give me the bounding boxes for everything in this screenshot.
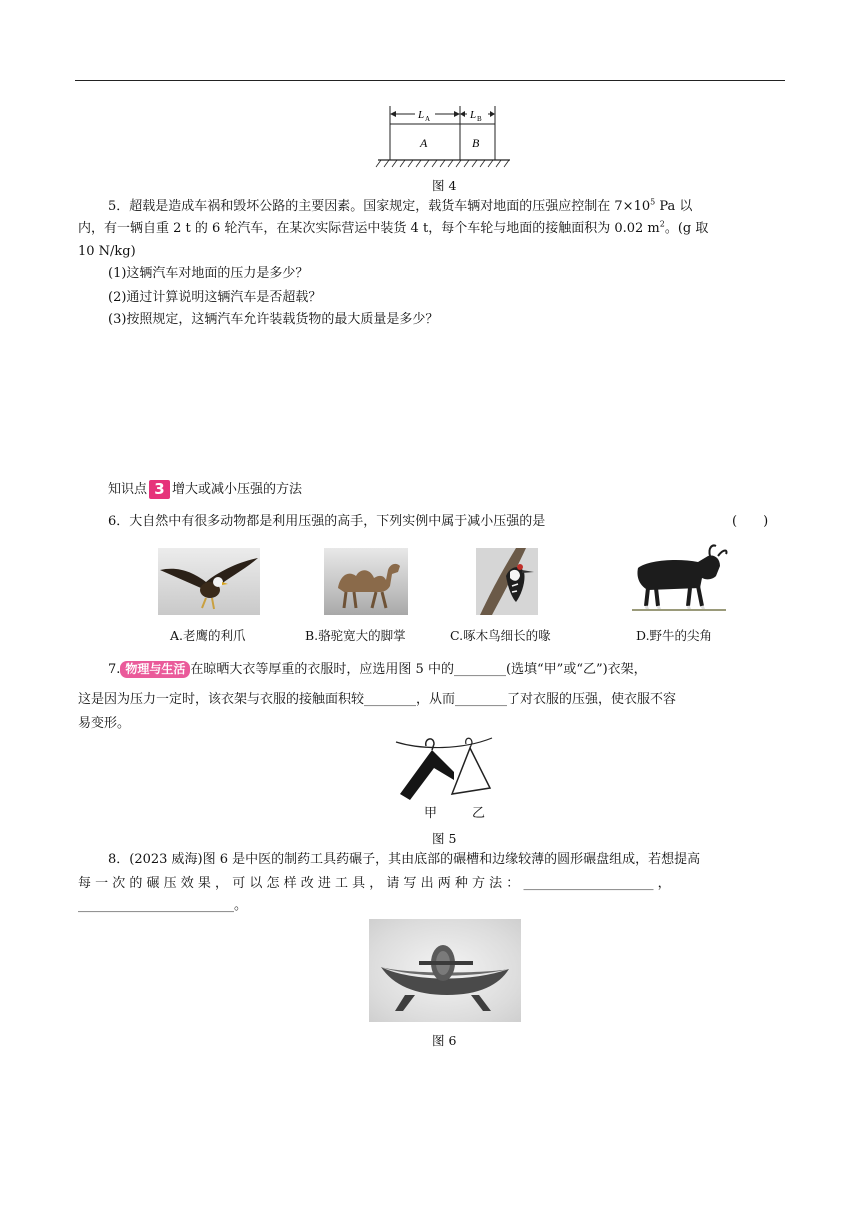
lb-label: L <box>470 109 477 121</box>
svg-text:B: B <box>477 115 482 123</box>
q7-line2: 这是因为压力一定时，该衣架与衣服的接触面积较________，从而________了对衣服的压强，使衣服不容 <box>78 692 677 707</box>
header-rule <box>75 80 785 81</box>
figure-6-caption: 图 6 <box>432 1033 457 1048</box>
fig5-label-yi: 乙 <box>472 806 486 821</box>
svg-text:A: A <box>425 115 431 123</box>
figure-4-diagram <box>375 104 515 170</box>
q7-line1: 7. 物理与生活 在晾晒大衣等厚重的衣服时，应选用图 5 中的________(选填“甲”或“乙”)衣架， <box>108 662 647 677</box>
figure-5-caption: 图 5 <box>432 831 457 846</box>
q6-option-d: D.野牛的尖角 <box>636 628 713 643</box>
q6-option-c: C.啄木鸟细长的喙 <box>450 628 551 643</box>
kp-number-badge: 3 <box>149 480 170 499</box>
hanger-jia <box>400 750 454 800</box>
q6-answer-paren: ( ) <box>732 514 769 529</box>
physics-life-tag: 物理与生活 <box>120 661 190 678</box>
q6-option-a: A.老鹰的利爪 <box>170 628 246 643</box>
q8-line1: 8．(2023 威海)图 6 是中医的制药工具药碾子，其由底部的碾槽和边缘较薄的圆形碾盘组成，若想提高 <box>108 852 701 867</box>
kp-prefix: 知识点 <box>108 482 148 497</box>
q6-text: 6．大自然中有很多动物都是利用压强的高手，下列实例中属于减小压强的是 <box>108 514 546 529</box>
figure-6-medicine-roller-photo <box>369 919 521 1022</box>
q8-line3: ________________________。 <box>78 898 248 913</box>
svg-text:B: B <box>472 136 480 150</box>
woodpecker-photo <box>476 548 538 615</box>
kp-title: 增大或减小压强的方法 <box>172 482 303 497</box>
knowledge-point-3 <box>108 479 302 501</box>
la-label: L <box>418 109 425 121</box>
q5-line3: 10 N/kg) <box>78 244 136 259</box>
q6-option-b: B.骆驼宽大的脚掌 <box>305 628 406 643</box>
q5-sub2: (2)通过计算说明这辆汽车是否超载？ <box>108 290 322 305</box>
bison-photo <box>628 540 730 615</box>
q5-sub3: (3)按照规定，这辆汽车允许装载货物的最大质量是多少？ <box>108 312 439 327</box>
eagle-photo <box>158 548 260 615</box>
q5-sub1: (1)这辆汽车对地面的压力是多少？ <box>108 266 309 281</box>
q7-line3: 易变形。 <box>78 716 131 731</box>
fig5-label-jia: 甲 <box>424 806 438 821</box>
q5-line1: 5．超载是造成车祸和毁坏公路的主要因素。国家规定，载货车辆对地面的压强应控制在 $7\times 10^5$ Pa 以 <box>108 197 693 214</box>
q5-line2: 内，有一辆自重 2 t 的 6 轮汽车，在某次实际营运中装货 4 t，每个车轮与地面的接触面积为 0.02 $m^2$。(g 取 <box>78 219 709 236</box>
camel-photo <box>324 548 408 615</box>
figure-4-caption: 图 4 <box>432 178 457 193</box>
figure-5-hangers <box>392 734 502 808</box>
q8-line2: 每 一 次 的 碾 压 效 果 ， 可 以 怎 样 改 进 工 具 ， 请 写 出 两 种 方 法 ： ____________________ ， <box>78 876 671 891</box>
hanger-yi <box>452 748 490 794</box>
svg-text:A: A <box>420 136 428 150</box>
